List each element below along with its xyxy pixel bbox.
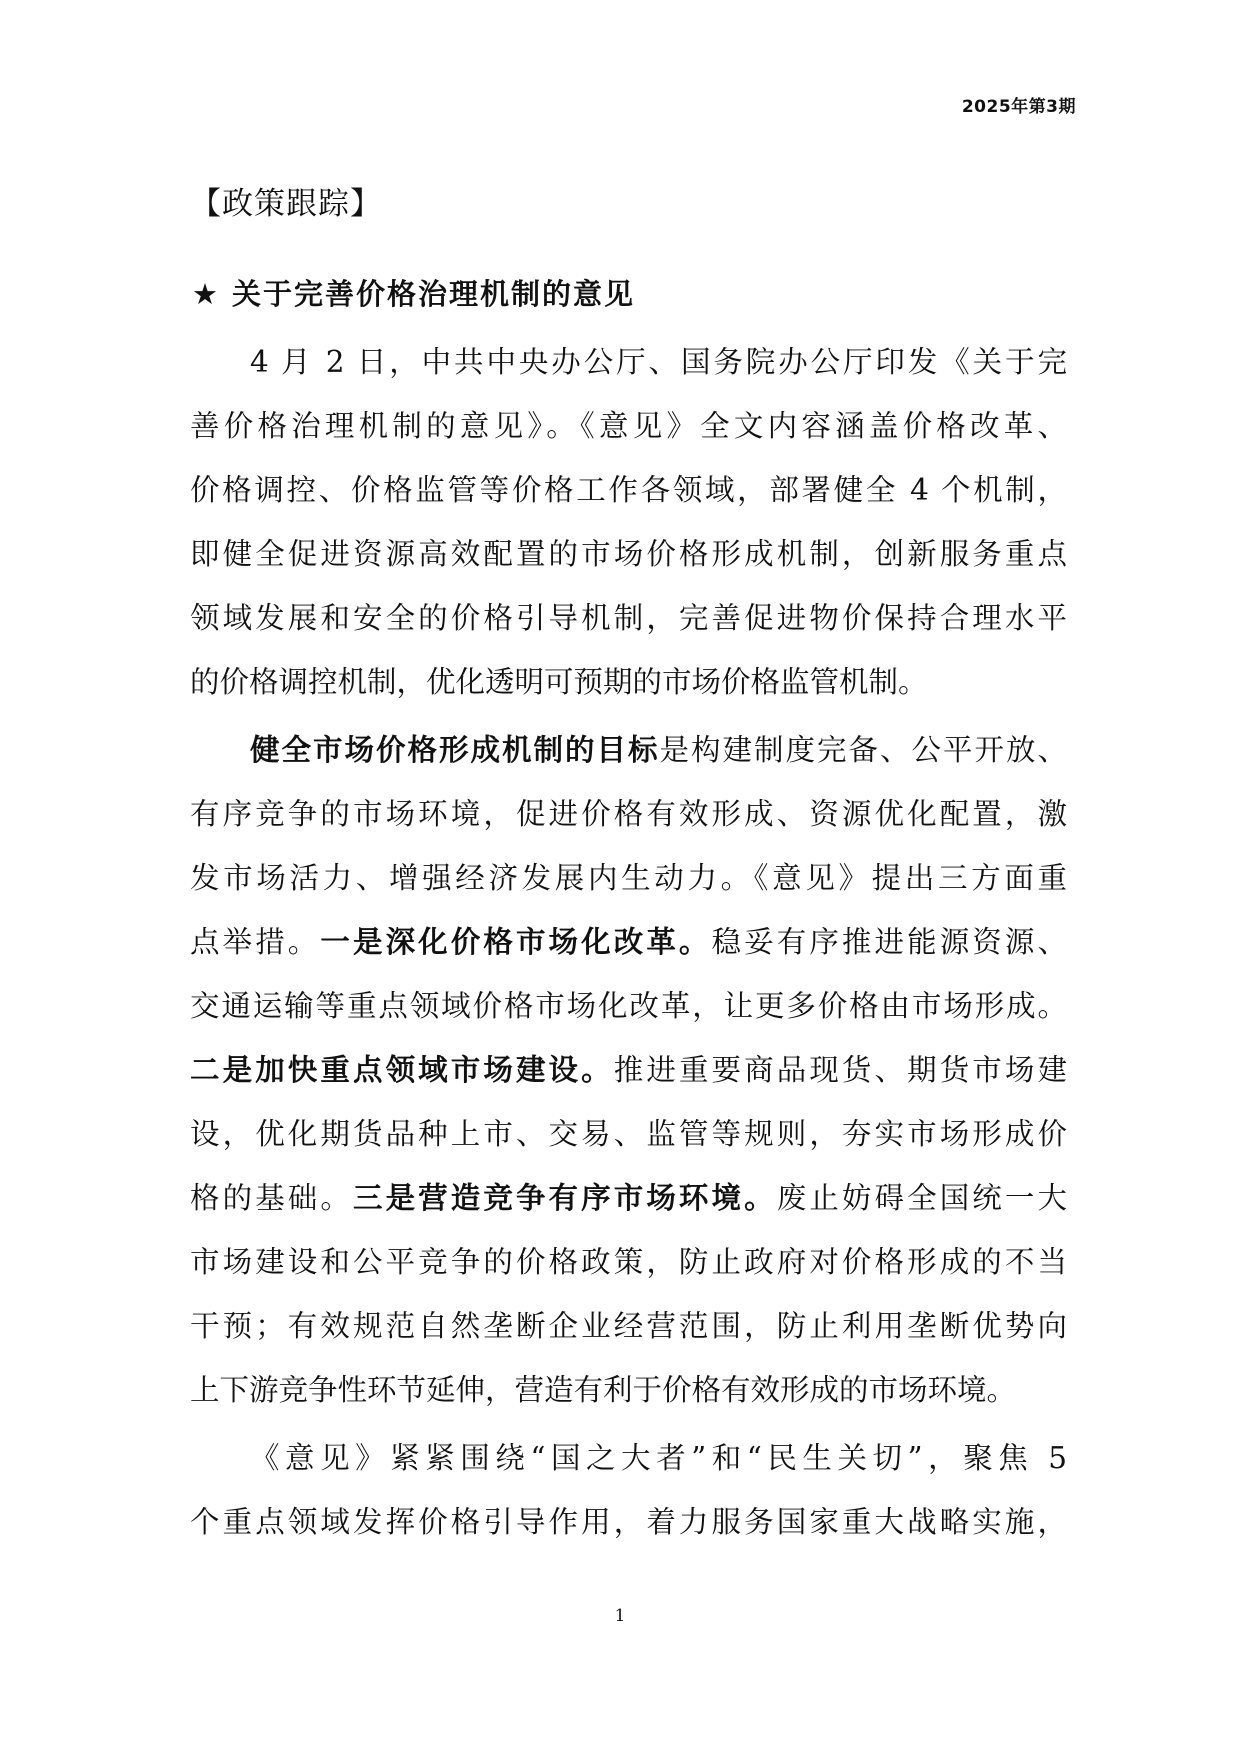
body-line: 《意见》紧紧围绕“国之大者”和“民生关切”，聚焦 5: [250, 1441, 1067, 1475]
bold-phrase: 三是营造竞争有序市场环境。: [352, 1181, 777, 1215]
body-line: 上下游竞争性环节延伸，营造有利于价格有效形成的市场环境。: [190, 1373, 1017, 1407]
body-line: [190, 718, 1067, 782]
star-icon: ★: [192, 277, 220, 311]
body-line: [190, 910, 1067, 974]
body-line: 4 月 2 日，中共中央办公厅、国务院办公厅印发《关于完: [250, 345, 1067, 379]
body-line: 的价格调控机制，优化透明可预期的市场价格监管机制。: [190, 665, 928, 699]
section-heading: 【政策跟踪】: [190, 186, 382, 222]
body-text: 废止妨碍全国统一大: [776, 1181, 1067, 1215]
body-line: 即健全促进资源高效配置的市场价格形成机制，创新服务重点: [190, 537, 1067, 571]
body-line: [190, 1166, 1067, 1230]
body-line: 善价格治理机制的意见》。《意见》全文内容涵盖价格改革、: [190, 409, 1067, 443]
body-line: 发市场活力、增强经济发展内生动力。《意见》提出三方面重: [190, 861, 1067, 895]
bold-phrase: 健全市场价格形成机制的目标: [250, 733, 660, 767]
body-line: 干预；有效规范自然垄断企业经营范围，防止利用垄断优势向: [190, 1309, 1067, 1343]
body-text: 推进重要商品现货、期货市场建: [613, 1053, 1067, 1087]
body-line: 个重点领域发挥价格引导作用，着力服务国家重大战略实施，: [190, 1505, 1067, 1539]
article-title-text: 关于完善价格治理机制的意见: [232, 277, 636, 311]
article-body: [190, 330, 1067, 1554]
article-title: [192, 272, 635, 313]
body-line: 有序竞争的市场环境，促进价格有效形成、资源优化配置，激: [190, 797, 1067, 831]
body-line: 领域发展和安全的价格引导机制，完善促进物价保持合理水平: [190, 601, 1067, 635]
body-text: 点举措。: [190, 925, 321, 959]
bold-phrase: 二是加快重点领域市场建设。: [190, 1053, 614, 1087]
body-text: 是构建制度完备、公平开放、: [659, 733, 1067, 767]
body-line: [190, 1038, 1067, 1102]
bold-phrase: 一是深化价格市场化改革。: [320, 925, 712, 959]
body-line: 设，优化期货品种上市、交易、监管等规则，夯实市场形成价: [190, 1117, 1067, 1151]
page-number: 1: [614, 1606, 626, 1626]
body-line: 价格调控、价格监管等价格工作各领域，部署健全 4 个机制，: [190, 473, 1067, 507]
body-text: 格的基础。: [190, 1181, 353, 1215]
body-line: 交通运输等重点领域价格市场化改革，让更多价格由市场形成。: [190, 989, 1067, 1023]
body-line: 市场建设和公平竞争的价格政策，防止政府对价格形成的不当: [190, 1245, 1067, 1279]
issue-label: 2025年第3期: [961, 97, 1076, 117]
body-text: 稳妥有序推进能源资源、: [711, 925, 1067, 959]
